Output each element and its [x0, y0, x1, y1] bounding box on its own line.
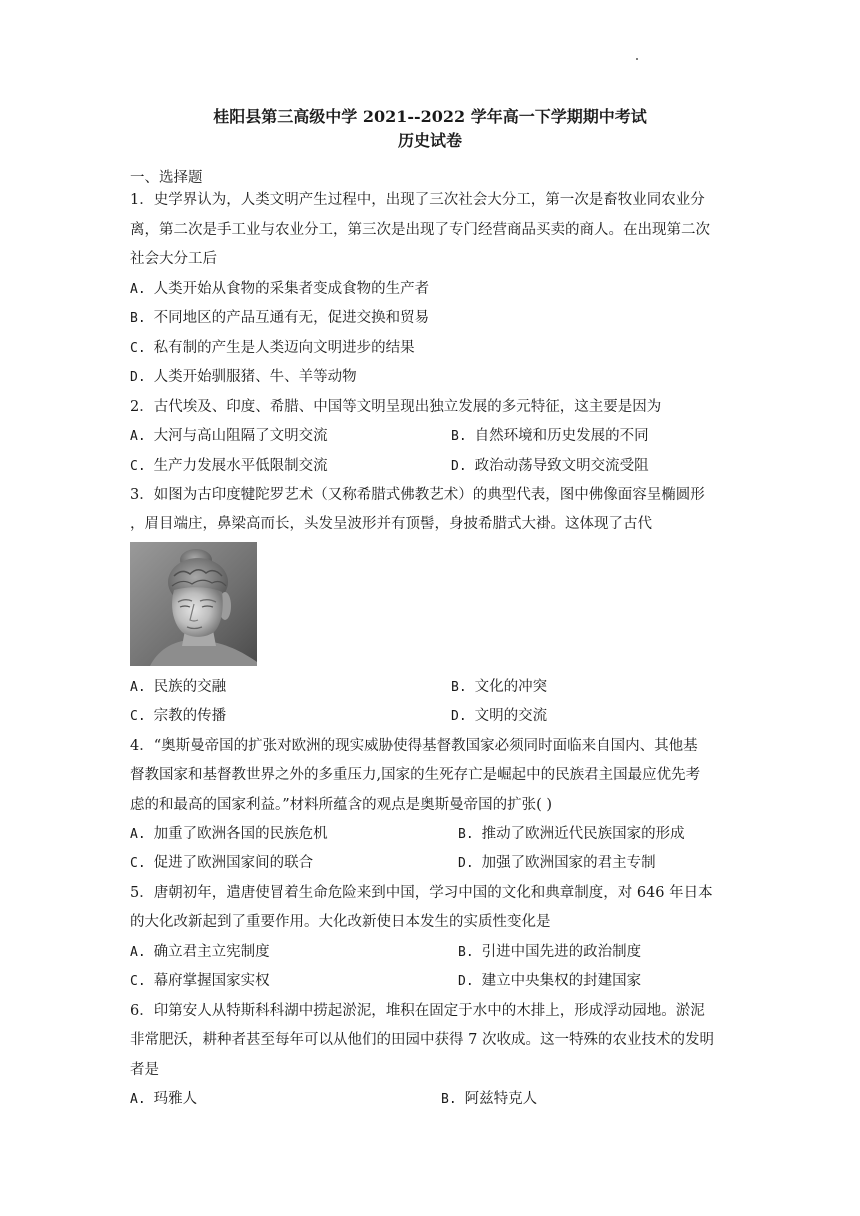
option-text: 建立中央集权的封建国家 — [481, 973, 642, 989]
option-key: A. — [130, 827, 146, 842]
option-text: 促进了欧洲国家间的联合 — [153, 855, 314, 871]
question-2-option-c — [130, 455, 328, 478]
option-key: B. — [451, 429, 467, 444]
question-4-option-a — [130, 823, 328, 846]
option-key: A. — [130, 429, 146, 444]
question-6-option-a — [130, 1088, 197, 1111]
option-text: 确立君主立宪制度 — [153, 944, 270, 960]
question-3-line-2: ，眉目端庄，鼻梁高而长，头发呈波形并有顶髻，身披希腊式大褂。这体现了古代 — [130, 516, 652, 532]
option-key: C. — [130, 856, 146, 871]
option-text: 大河与高山阻隔了文明交流 — [153, 428, 328, 444]
question-6-option-b — [441, 1088, 537, 1111]
option-key: B. — [451, 680, 467, 695]
question-6-line-1: 6．印第安人从特斯科科湖中捞起淤泥，堆积在固定于水中的木排上，形成浮动园地。淤泥 — [130, 1003, 705, 1019]
exam-title: 桂阳县第三高级中学 2021--2022 学年高一下学期期中考试 — [213, 107, 647, 126]
option-key: D. — [130, 370, 146, 385]
question-2-option-d — [451, 455, 649, 478]
option-text: 宗教的传播 — [153, 708, 227, 724]
option-key: C. — [130, 341, 146, 356]
question-6-line-3: 者是 — [130, 1062, 159, 1078]
option-key: D. — [451, 459, 467, 474]
question-4-line-2: 督教国家和基督教世界之外的多重压力,国家的生死存亡是崛起中的民族君主国最应优先考 — [130, 767, 701, 783]
question-4-line-3: 虑的和最高的国家利益。”材料所蕴含的观点是奥斯曼帝国的扩张( ) — [130, 797, 553, 813]
question-1-option-d — [130, 366, 357, 389]
question-1-option-c — [130, 337, 415, 360]
option-key: D. — [458, 974, 474, 989]
option-key: A. — [130, 945, 146, 960]
question-1-line-1: 1．史学界认为，人类文明产生过程中，出现了三次社会大分工，第一次是畜牧业同农业分 — [130, 192, 705, 208]
option-key: A. — [130, 680, 146, 695]
option-key: C. — [130, 459, 146, 474]
option-text: 私有制的产生是人类迈向文明进步的结果 — [153, 340, 415, 356]
option-text: 自然环境和历史发展的不同 — [474, 428, 649, 444]
question-3-option-d — [451, 705, 547, 728]
question-5-option-a — [130, 941, 270, 964]
question-6-line-2: 非常肥沃，耕种者甚至每年可以从他们的田园中获得 7 次收成。这一特殊的农业技术的发明 — [130, 1032, 714, 1048]
option-text: 不同地区的产品互通有无，促进交换和贸易 — [153, 310, 430, 326]
option-text: 生产力发展水平低限制交流 — [153, 458, 328, 474]
option-text: 政治动荡导致文明交流受阻 — [474, 458, 649, 474]
buddha-statue-image — [130, 542, 257, 666]
question-4-option-c — [130, 852, 313, 875]
option-text: 民族的交融 — [153, 679, 227, 695]
question-1-option-b — [130, 307, 429, 330]
option-text: 推动了欧洲近代民族国家的形成 — [481, 826, 685, 842]
question-3-option-b — [451, 676, 547, 699]
option-text: 文明的交流 — [474, 708, 548, 724]
option-key: B. — [458, 945, 474, 960]
question-4-line-1: 4．“奥斯曼帝国的扩张对欧洲的现实威胁使得基督教国家必须同时面临来自国内、其他基 — [130, 738, 698, 754]
option-key: D. — [458, 856, 474, 871]
question-5-line-1: 5．唐朝初年，遣唐使冒着生命危险来到中国，学习中国的文化和典章制度，对 646 年日本 — [130, 885, 713, 901]
option-text: 加强了欧洲国家的君主专制 — [481, 855, 656, 871]
question-3-line-1: 3．如图为古印度犍陀罗艺术（又称希腊式佛教艺术）的典型代表，图中佛像面容呈椭圆形 — [130, 487, 705, 503]
question-1-line-2: 离，第二次是手工业与农业分工，第三次是出现了专门经营商品买卖的商人。在出现第二次 — [130, 222, 710, 238]
option-key: B. — [458, 827, 474, 842]
question-5-option-b — [458, 941, 641, 964]
question-2-option-b — [451, 425, 649, 448]
option-key: C. — [130, 709, 146, 724]
option-key: D. — [451, 709, 467, 724]
question-4-option-b — [458, 823, 685, 846]
option-text: 人类开始驯服猪、牛、羊等动物 — [153, 369, 357, 385]
page-dot-mark — [636, 58, 638, 60]
option-text: 玛雅人 — [153, 1091, 198, 1107]
option-key: B. — [441, 1092, 457, 1107]
option-key: A. — [130, 282, 146, 297]
question-4-option-d — [458, 852, 656, 875]
question-5-line-2: 的大化改新起到了重要作用。大化改新使日本发生的实质性变化是 — [130, 914, 551, 930]
option-key: C. — [130, 974, 146, 989]
option-text: 幕府掌握国家实权 — [153, 973, 270, 989]
option-text: 阿兹特克人 — [464, 1091, 538, 1107]
question-3-option-c — [130, 705, 226, 728]
option-key: B. — [130, 311, 146, 326]
question-2-option-a — [130, 425, 328, 448]
option-text: 文化的冲突 — [474, 679, 548, 695]
option-text: 人类开始从食物的采集者变成食物的生产者 — [153, 281, 430, 297]
question-5-option-c — [130, 970, 270, 993]
exam-subtitle: 历史试卷 — [397, 131, 462, 150]
option-text: 引进中国先进的政治制度 — [481, 944, 642, 960]
question-1-line-3: 社会大分工后 — [130, 251, 217, 267]
question-3-option-a — [130, 676, 226, 699]
question-5-option-d — [458, 970, 641, 993]
section-heading: 一、选择题 — [130, 170, 203, 186]
option-key: A. — [130, 1092, 146, 1107]
option-text: 加重了欧洲各国的民族危机 — [153, 826, 328, 842]
question-1-option-a — [130, 278, 429, 301]
question-2-line-1: 2．古代埃及、印度、希腊、中国等文明呈现出独立发展的多元特征，这主要是因为 — [130, 399, 662, 415]
